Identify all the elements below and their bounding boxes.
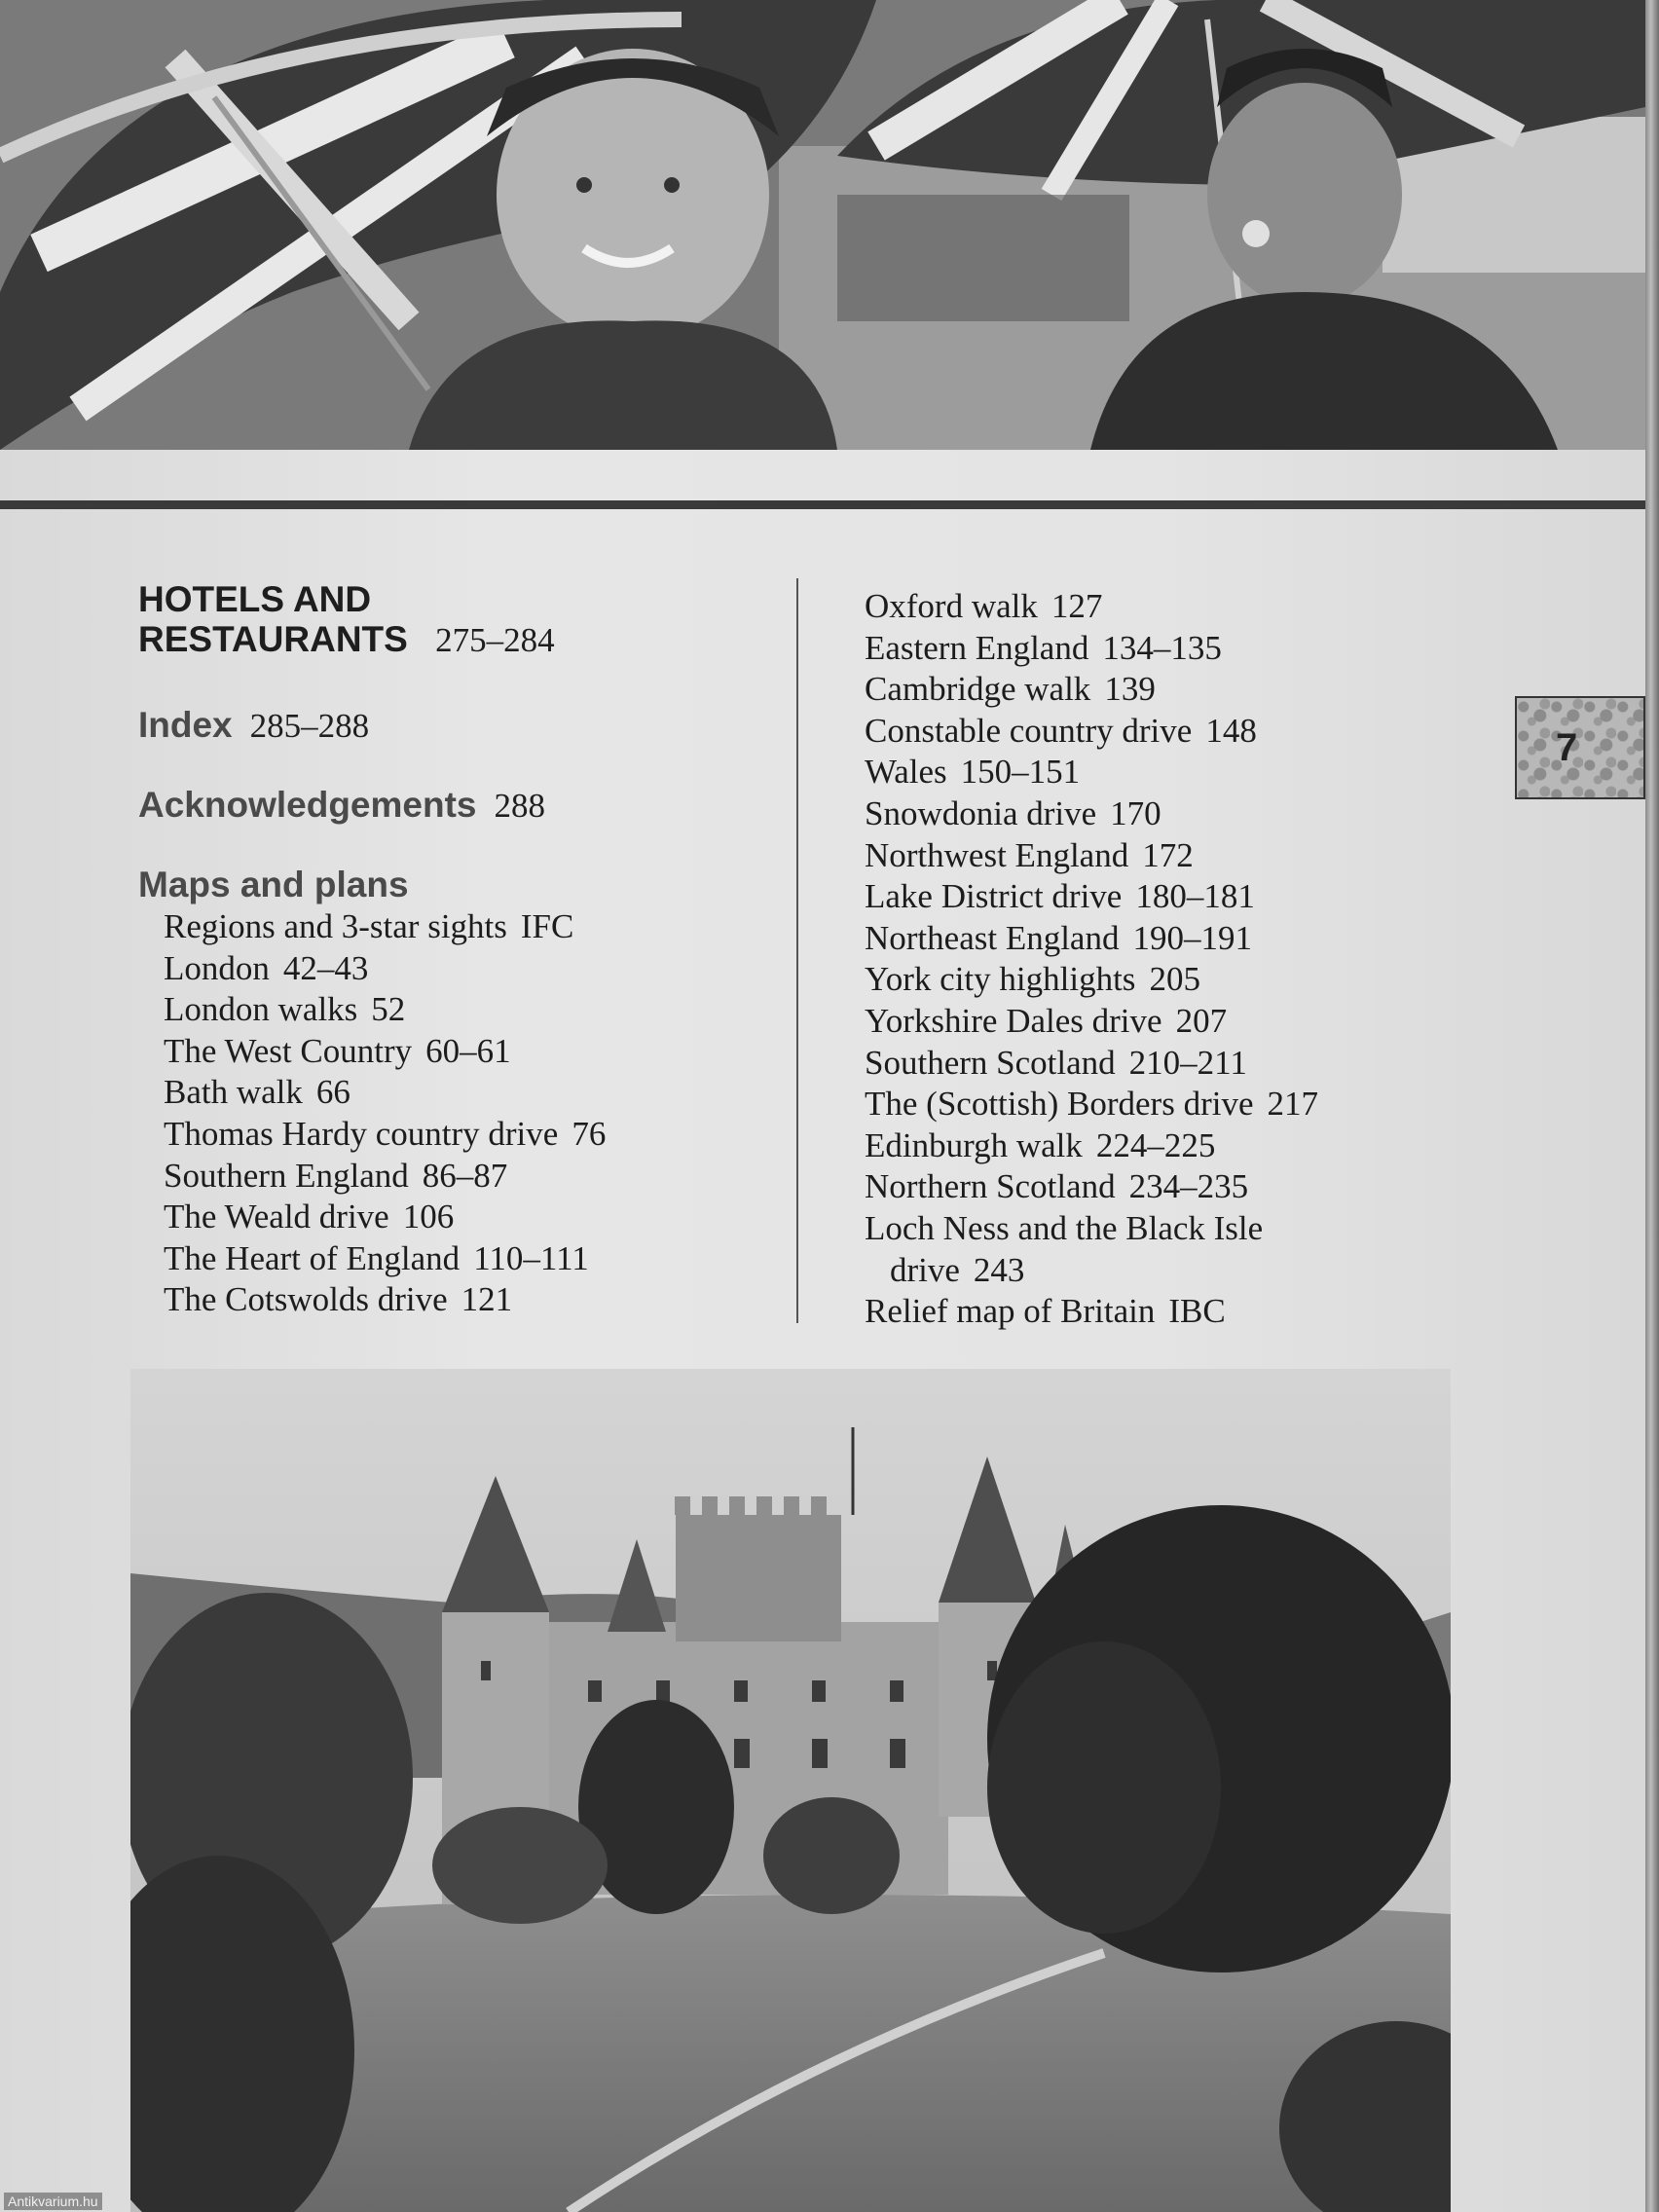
hotels-pages: 275–284 — [435, 621, 555, 659]
relief-map-item: Relief map of Britain IBC — [865, 1292, 1226, 1331]
maps-list — [138, 906, 781, 1321]
list-item: York city highlights 205 — [865, 960, 1200, 999]
list-item: Edinburgh walk 224–225 — [865, 1125, 1216, 1164]
list-item: Regions and 3-star sights IFC — [164, 907, 574, 945]
index-entry — [138, 705, 781, 746]
list-item: The Weald drive 106 — [164, 1198, 455, 1236]
list-item: Southern England 86–87 — [164, 1156, 508, 1195]
list-item: London 42–43 — [164, 948, 369, 987]
index-pages: 285–288 — [249, 707, 370, 745]
contents-left-column — [138, 579, 781, 1321]
loch-ness-item: Loch Ness and the Black Isle drive 243 — [865, 1208, 1264, 1289]
list-item: Yorkshire Dales drive 207 — [865, 1001, 1228, 1040]
page-edge — [1645, 0, 1659, 2212]
hotels-title-line2-row — [138, 619, 781, 660]
hotels-title-line1: HOTELS AND — [138, 579, 372, 619]
list-item: The Heart of England 110–111 — [164, 1238, 589, 1277]
maps-entry — [138, 865, 781, 1321]
list-item: Cambridge walk 139 — [865, 670, 1156, 709]
hotels-title-line2: RESTAURANTS — [138, 619, 408, 659]
list-item: The West Country 60–61 — [164, 1031, 511, 1070]
list-item: Northeast England 190–191 — [865, 918, 1252, 957]
list-item: Snowdonia drive 170 — [865, 793, 1161, 832]
list-item: Bath walk 66 — [164, 1073, 350, 1112]
watermark: Antikvarium.hu — [4, 2193, 102, 2210]
acknowledgements-pages: 288 — [494, 787, 545, 825]
list-item: Lake District drive 180–181 — [865, 877, 1255, 916]
list-item: Northwest England 172 — [865, 835, 1194, 874]
acknowledgements-title: Acknowledgements — [138, 785, 477, 825]
hotels-entry — [138, 579, 781, 660]
column-divider — [796, 578, 798, 1323]
list-item: Constable country drive 148 — [865, 711, 1257, 750]
list-item: Thomas Hardy country drive 76 — [164, 1114, 607, 1153]
acknowledgements-entry — [138, 785, 781, 826]
page-number: 7 — [1556, 725, 1578, 769]
section-rule — [0, 500, 1645, 509]
list-item: Southern Scotland 210–211 — [865, 1043, 1247, 1082]
photo-castle — [130, 1369, 1451, 2212]
index-title: Index — [138, 705, 233, 745]
list-item: The (Scottish) Borders drive 217 — [865, 1085, 1318, 1124]
list-item: Oxford walk 127 — [865, 587, 1103, 625]
maps-title: Maps and plans — [138, 865, 409, 904]
contents-right-column — [865, 586, 1527, 1333]
list-item: Wales 150–151 — [865, 753, 1081, 792]
photo-umbrellas — [0, 0, 1645, 450]
list-item: London walks 52 — [164, 990, 406, 1029]
list-item: Northern Scotland 234–235 — [865, 1167, 1249, 1206]
page-number-tab — [1515, 696, 1645, 799]
list-item: The Cotswolds drive 121 — [164, 1280, 513, 1319]
list-item: Eastern England 134–135 — [865, 628, 1222, 667]
